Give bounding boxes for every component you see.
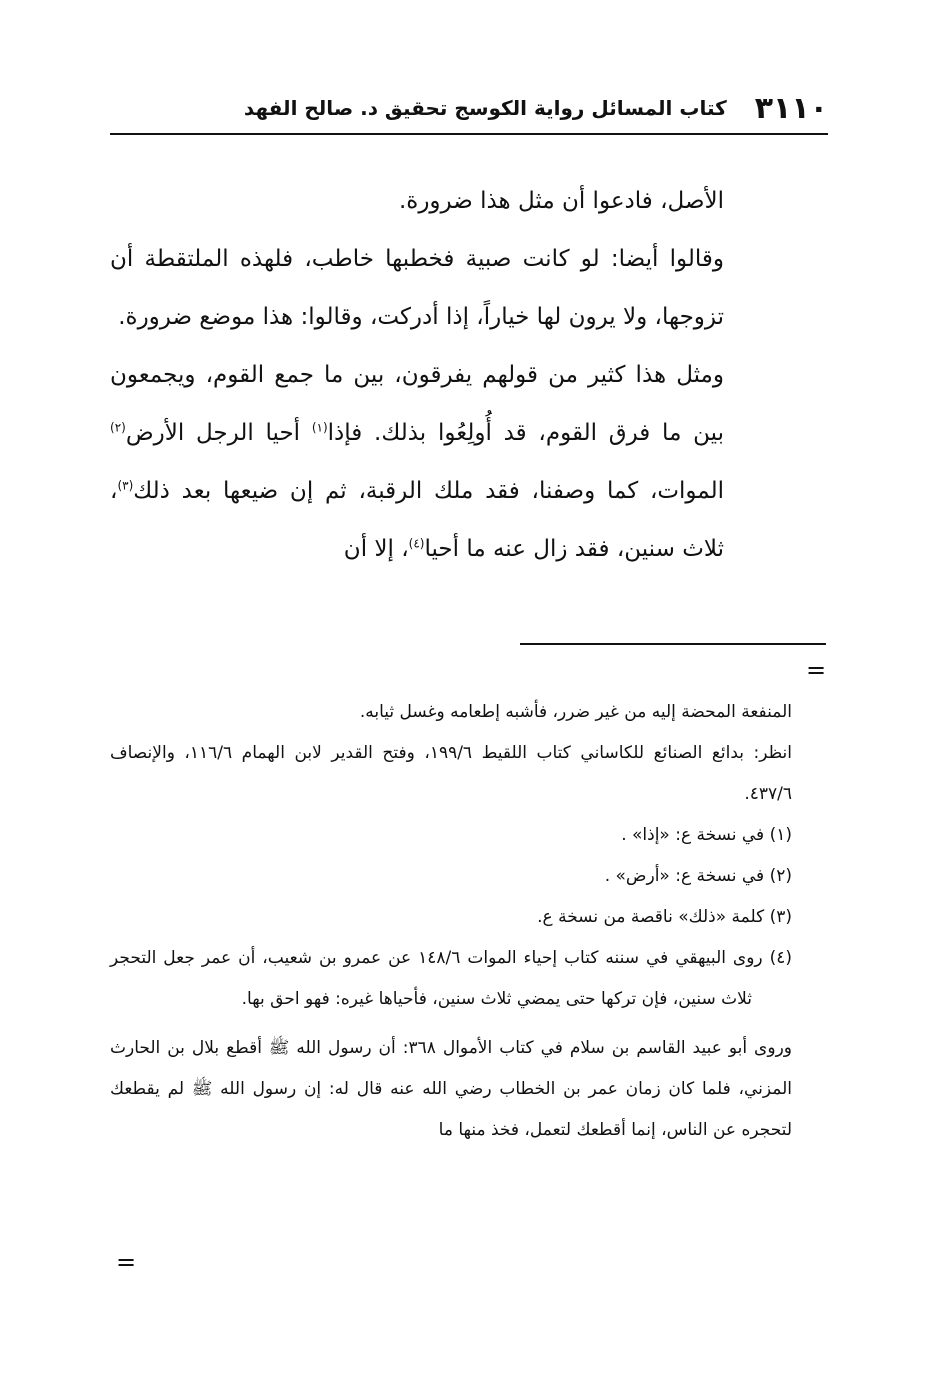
footnote-ref: (٢)	[110, 420, 126, 435]
footnote-ref: (١)	[311, 420, 328, 435]
footnote-ref: (٤)	[408, 536, 425, 551]
footnote-ref: (٣)	[117, 478, 134, 493]
running-title: كتاب المسائل رواية الكوسج تحقيق د. صالح الفهد	[243, 96, 727, 120]
footnote-carryover: انظر: بدائع الصنائع للكاساني كتاب اللقيط ١٩٩/٦، وفتح القدير لابن الهمام ١١٦/٦، والإنصاف ٤٣٧/٦.	[110, 743, 793, 804]
footnote-4: (٤) روى البيهقي في سننه كتاب إحياء الموات ١٤٨/٦ عن عمرو بن شعيب، أن عمر جعل التحجر ثلاث سنين، فإن تركها حتى يمضي ثلاث سنين، فأحياها غيره: فهو احق بها.	[110, 948, 792, 1009]
body-text: ومثل هذا كثير من قولهم يفرقون، بين ما جمع القوم، ويجمعون بين ما فرق القوم، قد أُولِعُوا بذلك. فإذا	[110, 362, 724, 446]
continuation-mark: =	[806, 656, 827, 684]
body-text: أحيا الرجل الأرض	[125, 420, 312, 446]
footnote-3: (٣) كلمة «ذلك» ناقصة من نسخة ع.	[537, 907, 792, 927]
body-paragraph	[110, 346, 724, 578]
page-header	[110, 86, 828, 130]
footnote-carryover: المنفعة المحضة إليه من غير ضرر، فأشبه إطعامه وغسل ثيابه.	[359, 702, 792, 722]
footnote-4-continuation: وروى أبو عبيد القاسم بن سلام في كتاب الأموال ٣٦٨: أن رسول الله ﷺ أقطع بلال بن الحارث المزني، فلما كان زمان عمر بن الخطاب رضي الله عنه قال له: إن رسول الله ﷺ لم يقطعك لتحجره عن الناس، إنما أقطعك لتعمل، فخذ منها ما	[110, 1038, 792, 1140]
body-paragraph: الأصل، فادعوا أن مثل هذا ضرورة.	[398, 188, 724, 214]
header-rule	[110, 133, 828, 135]
page-number: ٣١١٠	[754, 90, 828, 126]
footnote-1: (١) في نسخة ع: «إذا» .	[621, 825, 792, 845]
body-paragraph: وقالوا أيضا: لو كانت صبية فخطبها خاطب، فلهذه الملتقطة أن تزوجها، ولا يرون لها خياراً، إذا أدركت، وقالوا: هذا موضع ضرورة.	[110, 246, 724, 330]
footnotes	[110, 692, 792, 1151]
footnote-2: (٢) في نسخة ع: «أرض» .	[604, 866, 792, 886]
main-text	[110, 172, 724, 578]
body-text: ، ثلاث سنين، فقد زال عنه ما أحيا	[110, 478, 724, 562]
continuation-mark: =	[116, 1248, 137, 1276]
body-text: ، إلا أن	[343, 536, 409, 562]
body-text: الموات، كما وصفنا، فقد ملك الرقبة، ثم إن ضيعها بعد ذلك	[133, 478, 724, 504]
footnote-separator	[520, 643, 826, 645]
